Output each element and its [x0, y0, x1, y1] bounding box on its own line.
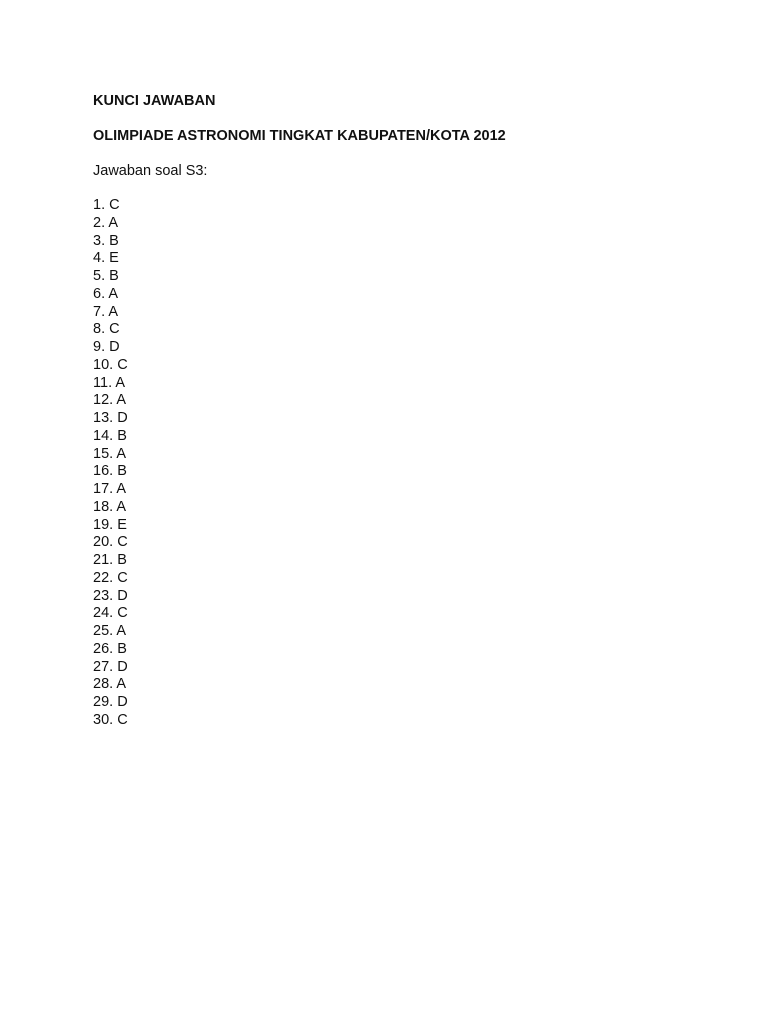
answer-choice: A — [116, 623, 127, 639]
answer-number: 4 . — [93, 250, 109, 266]
answer-item — [93, 659, 693, 677]
answer-item — [93, 694, 693, 712]
answer-choice: B — [117, 463, 127, 480]
answer-choice: D — [109, 339, 120, 355]
answer-choice: A — [116, 392, 127, 409]
answer-choice: A — [116, 445, 127, 462]
answer-number: 9 . — [93, 339, 109, 355]
answer-item — [93, 463, 693, 481]
answer-choice: B — [109, 268, 119, 284]
answer-number: 13 . — [93, 410, 117, 426]
answer-intro: Jawaban soal S3: — [93, 163, 208, 179]
answer-number: 5 . — [93, 268, 109, 284]
answer-choice: A — [108, 285, 119, 302]
answer-item — [93, 499, 693, 517]
answer-choice: A — [115, 374, 125, 391]
answer-number: 29 . — [93, 694, 117, 710]
answer-choice: C — [117, 356, 128, 373]
answer-number: 3 . — [93, 233, 109, 249]
answer-number: 28 . — [93, 676, 116, 692]
answer-choice: D — [117, 410, 128, 426]
answer-item — [93, 197, 693, 215]
answer-number: 22 . — [93, 570, 117, 586]
answer-number: 21 . — [93, 552, 117, 568]
answer-number: 8 . — [93, 321, 109, 337]
answer-item — [93, 676, 693, 694]
answer-item — [93, 517, 693, 535]
answer-choice: E — [109, 250, 119, 267]
answer-choice: B — [117, 552, 127, 568]
document-content — [93, 92, 693, 730]
answer-item — [93, 392, 693, 410]
answer-number: 18 . — [93, 499, 116, 515]
answer-choice: B — [117, 427, 127, 444]
answer-number: 17 . — [93, 481, 116, 497]
answer-number: 7 . — [93, 304, 108, 320]
answer-item — [93, 321, 693, 339]
answer-item — [93, 215, 693, 233]
answer-item — [93, 268, 693, 286]
answer-choice: C — [117, 569, 128, 586]
answer-number: 11 . — [93, 375, 115, 391]
answer-choice: B — [117, 640, 127, 657]
document-subtitle: OLIMPIADE ASTRONOMI TINGKAT KABUPATEN/KOTA 2012 — [93, 128, 506, 144]
answer-choice: B — [109, 232, 119, 249]
answer-choice: A — [116, 676, 127, 693]
answer-item — [93, 588, 693, 606]
answer-item — [93, 428, 693, 446]
answer-number: 26 . — [93, 641, 117, 657]
answer-number: 20 . — [93, 534, 117, 550]
answer-item — [93, 481, 693, 499]
answer-choice: D — [117, 694, 128, 710]
answer-item — [93, 250, 693, 268]
answer-number: 10 . — [93, 357, 117, 373]
answer-number: 16 . — [93, 463, 117, 479]
answer-number: 12 . — [93, 392, 116, 408]
answer-number: 24 . — [93, 605, 117, 621]
answer-choice: C — [117, 605, 128, 622]
answer-choice: D — [117, 658, 128, 675]
answer-choice: A — [108, 214, 119, 231]
answer-number: 23 . — [93, 588, 117, 604]
answer-item — [93, 570, 693, 588]
answer-item — [93, 357, 693, 375]
answer-choice: C — [117, 534, 128, 551]
answer-item — [93, 375, 693, 393]
answer-list — [93, 197, 693, 730]
answer-item — [93, 304, 693, 322]
answer-choice: C — [109, 197, 120, 213]
answer-number: 27 . — [93, 659, 117, 675]
document-title: KUNCI JAWABAN — [93, 93, 216, 109]
answer-item — [93, 233, 693, 251]
answer-item — [93, 623, 693, 641]
answer-number: 6 . — [93, 286, 108, 302]
answer-item — [93, 605, 693, 623]
answer-choice: A — [116, 498, 127, 515]
answer-item — [93, 641, 693, 659]
answer-number: 15 . — [93, 446, 116, 462]
answer-item — [93, 286, 693, 304]
answer-choice: D — [117, 587, 128, 604]
answer-number: 1 . — [93, 197, 109, 213]
answer-number: 30 . — [93, 712, 117, 728]
answer-item — [93, 712, 693, 730]
answer-choice: E — [117, 516, 127, 533]
answer-item — [93, 339, 693, 357]
answer-item — [93, 410, 693, 428]
answer-item — [93, 552, 693, 570]
answer-item — [93, 534, 693, 552]
answer-number: 25 . — [93, 623, 116, 639]
answer-number: 14 . — [93, 428, 117, 444]
answer-choice: A — [116, 481, 127, 497]
answer-number: 19 . — [93, 517, 117, 533]
answer-choice: A — [108, 303, 119, 320]
answer-item — [93, 446, 693, 464]
answer-number: 2 . — [93, 215, 108, 231]
answer-choice: C — [109, 321, 120, 338]
answer-choice: C — [117, 711, 128, 728]
